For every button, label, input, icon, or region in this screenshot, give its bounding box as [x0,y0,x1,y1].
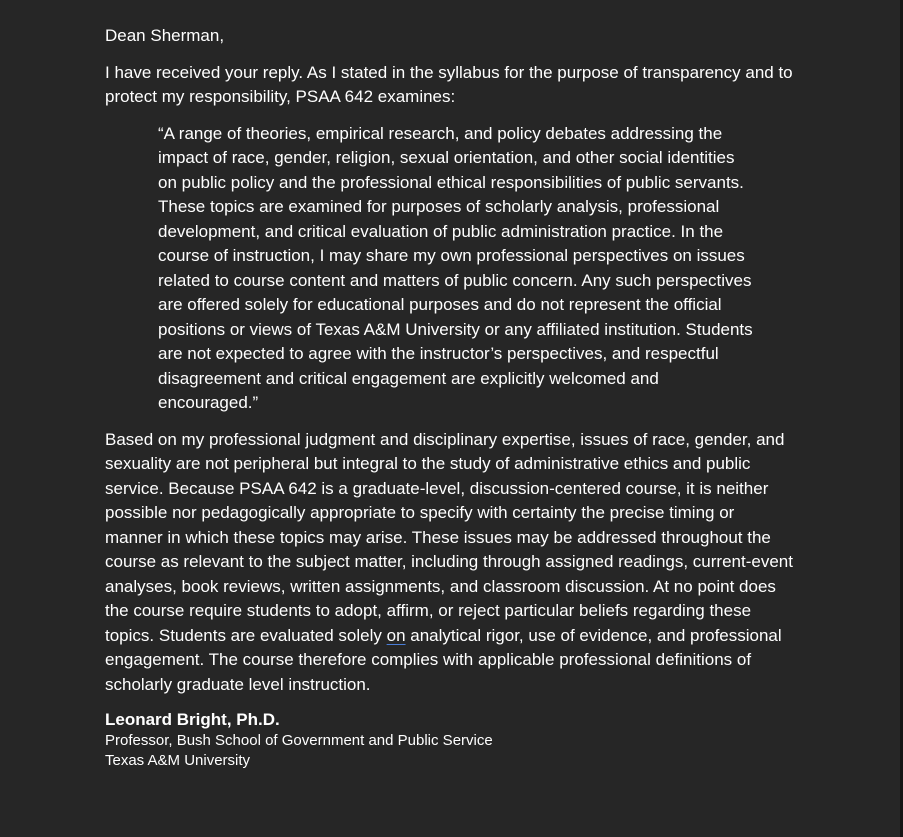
signature-name: Leonard Bright, Ph.D. [105,710,280,729]
intro-paragraph: I have received your reply. As I stated in the syllabus for the purpose of transparency and to protect my responsibility, PSAA 642 examines: [105,62,793,106]
body-text-end: analytical rigor, use of evidence, and professional engagement. The course therefore complies with applicable professional definitions of scholarly graduate level instruction. [105,625,782,694]
salutation: Dean Sherman, [105,26,225,45]
syllabus-quote: “A range of theories, empirical research, and policy debates addressing the impact of race, gender, religion, sexual orientation, and other social identities on public policy and the professional ethical responsibilities of public servants. These topics are examined for purposes of scholarly analysis, professional development, and critical evaluation of public administration practice. In the course of instruction, I may share my own professional perspectives on issues related to course content and matters of public concern. Any such perspectives are offered solely for educational purposes and do not represent the official positions or views of Texas A&M University or any affiliated institution. Students are not expected to agree with the instructor’s perspectives, and respectful disagreement and critical engagement are explicitly welcomed and encouraged.” [158,123,753,412]
letter-body [105,24,795,771]
signature-block [105,709,795,771]
signature-title: Professor, Bush School of Government and Public Service [105,732,493,749]
body-paragraph [105,428,795,698]
signature-institution: Texas A&M University [105,752,251,769]
body-text-start: Based on my professional judgment and disciplinary expertise, issues of race, gender, and sexuality are not peripheral but integral to the study of administrative ethics and public service. Because PSAA 642 is a graduate-level, discussion-centered course, it is neither possible nor pedagogically appropriate to specify with certainty the precise timing or manner in which these topics may arise. These issues may be addressed throughout the course as relevant to the subject matter, including through assigned readings, current-event analyses, book reviews, written assignments, and classroom discussion. At no point does the course require students to adopt, affirm, or reject particular beliefs regarding these topics. Students are evaluated solely [105,429,793,645]
smart-link-on[interactable]: on [386,625,406,645]
